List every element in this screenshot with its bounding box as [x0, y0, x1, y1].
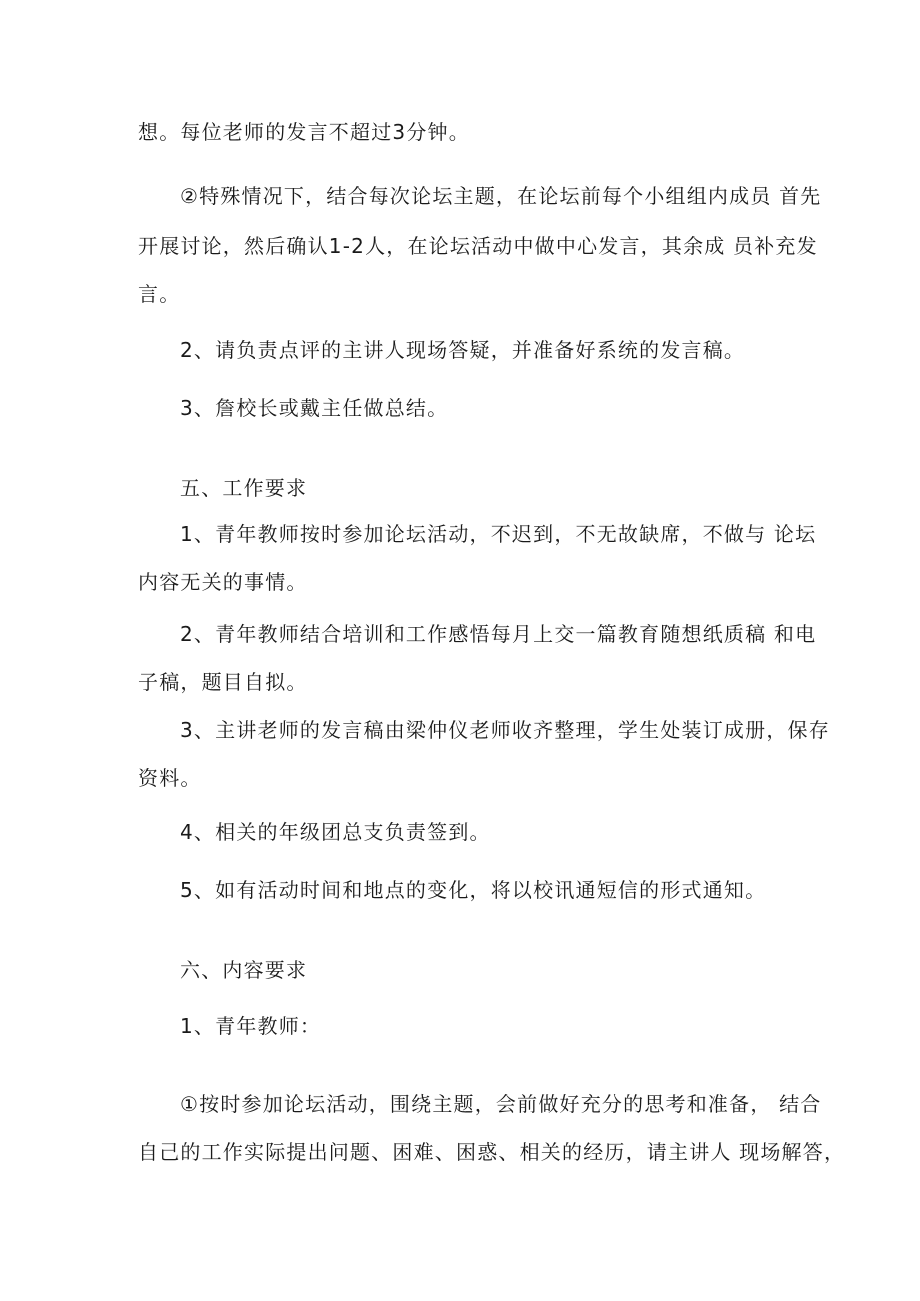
- section-heading: 六、内容要求: [180, 958, 308, 982]
- paragraph-line: ②特殊情况下，结合每次论坛主题，在论坛前每个小组组内成员 首先: [180, 184, 822, 208]
- paragraph-line: 开展讨论，然后确认1-2人，在论坛活动中做中心发言，其余成 员补充发: [138, 234, 818, 258]
- paragraph-line: 2、请负责点评的主讲人现场答疑，并准备好系统的发言稿。: [180, 338, 746, 362]
- paragraph-line: 4、相关的年级团总支负责签到。: [180, 820, 491, 844]
- paragraph-line: 子稿，题目自拟。: [138, 670, 308, 694]
- paragraph-line: 3、主讲老师的发言稿由梁仲仪老师收齐整理，学生处装订成册，保存: [180, 718, 830, 742]
- section-heading: 五、工作要求: [180, 476, 308, 500]
- paragraph-line: 想。每位老师的发言不超过3分钟。: [138, 120, 470, 144]
- paragraph-line: 言。: [138, 282, 181, 306]
- paragraph-line: 1、青年教师按时参加论坛活动，不迟到，不无故缺席，不做与 论坛: [180, 522, 817, 546]
- paragraph-line: 资料。: [138, 766, 202, 790]
- paragraph-line: 3、詹校长或戴主任做总结。: [180, 396, 449, 420]
- paragraph-line: 2、青年教师结合培训和工作感悟每月上交一篇教育随想纸质稿 和电: [180, 622, 817, 646]
- paragraph-line: 1、青年教师：: [180, 1014, 322, 1038]
- paragraph-line: ①按时参加论坛活动，围绕主题，会前做好充分的思考和准备， 结合: [180, 1092, 822, 1116]
- paragraph-line: 自己的工作实际提出问题、困难、困惑、相关的经历，请主讲人 现场解答，: [138, 1140, 846, 1164]
- paragraph-line: 5、如有活动时间和地点的变化，将以校讯通短信的形式通知。: [180, 878, 767, 902]
- paragraph-line: 内容无关的事情。: [138, 570, 308, 594]
